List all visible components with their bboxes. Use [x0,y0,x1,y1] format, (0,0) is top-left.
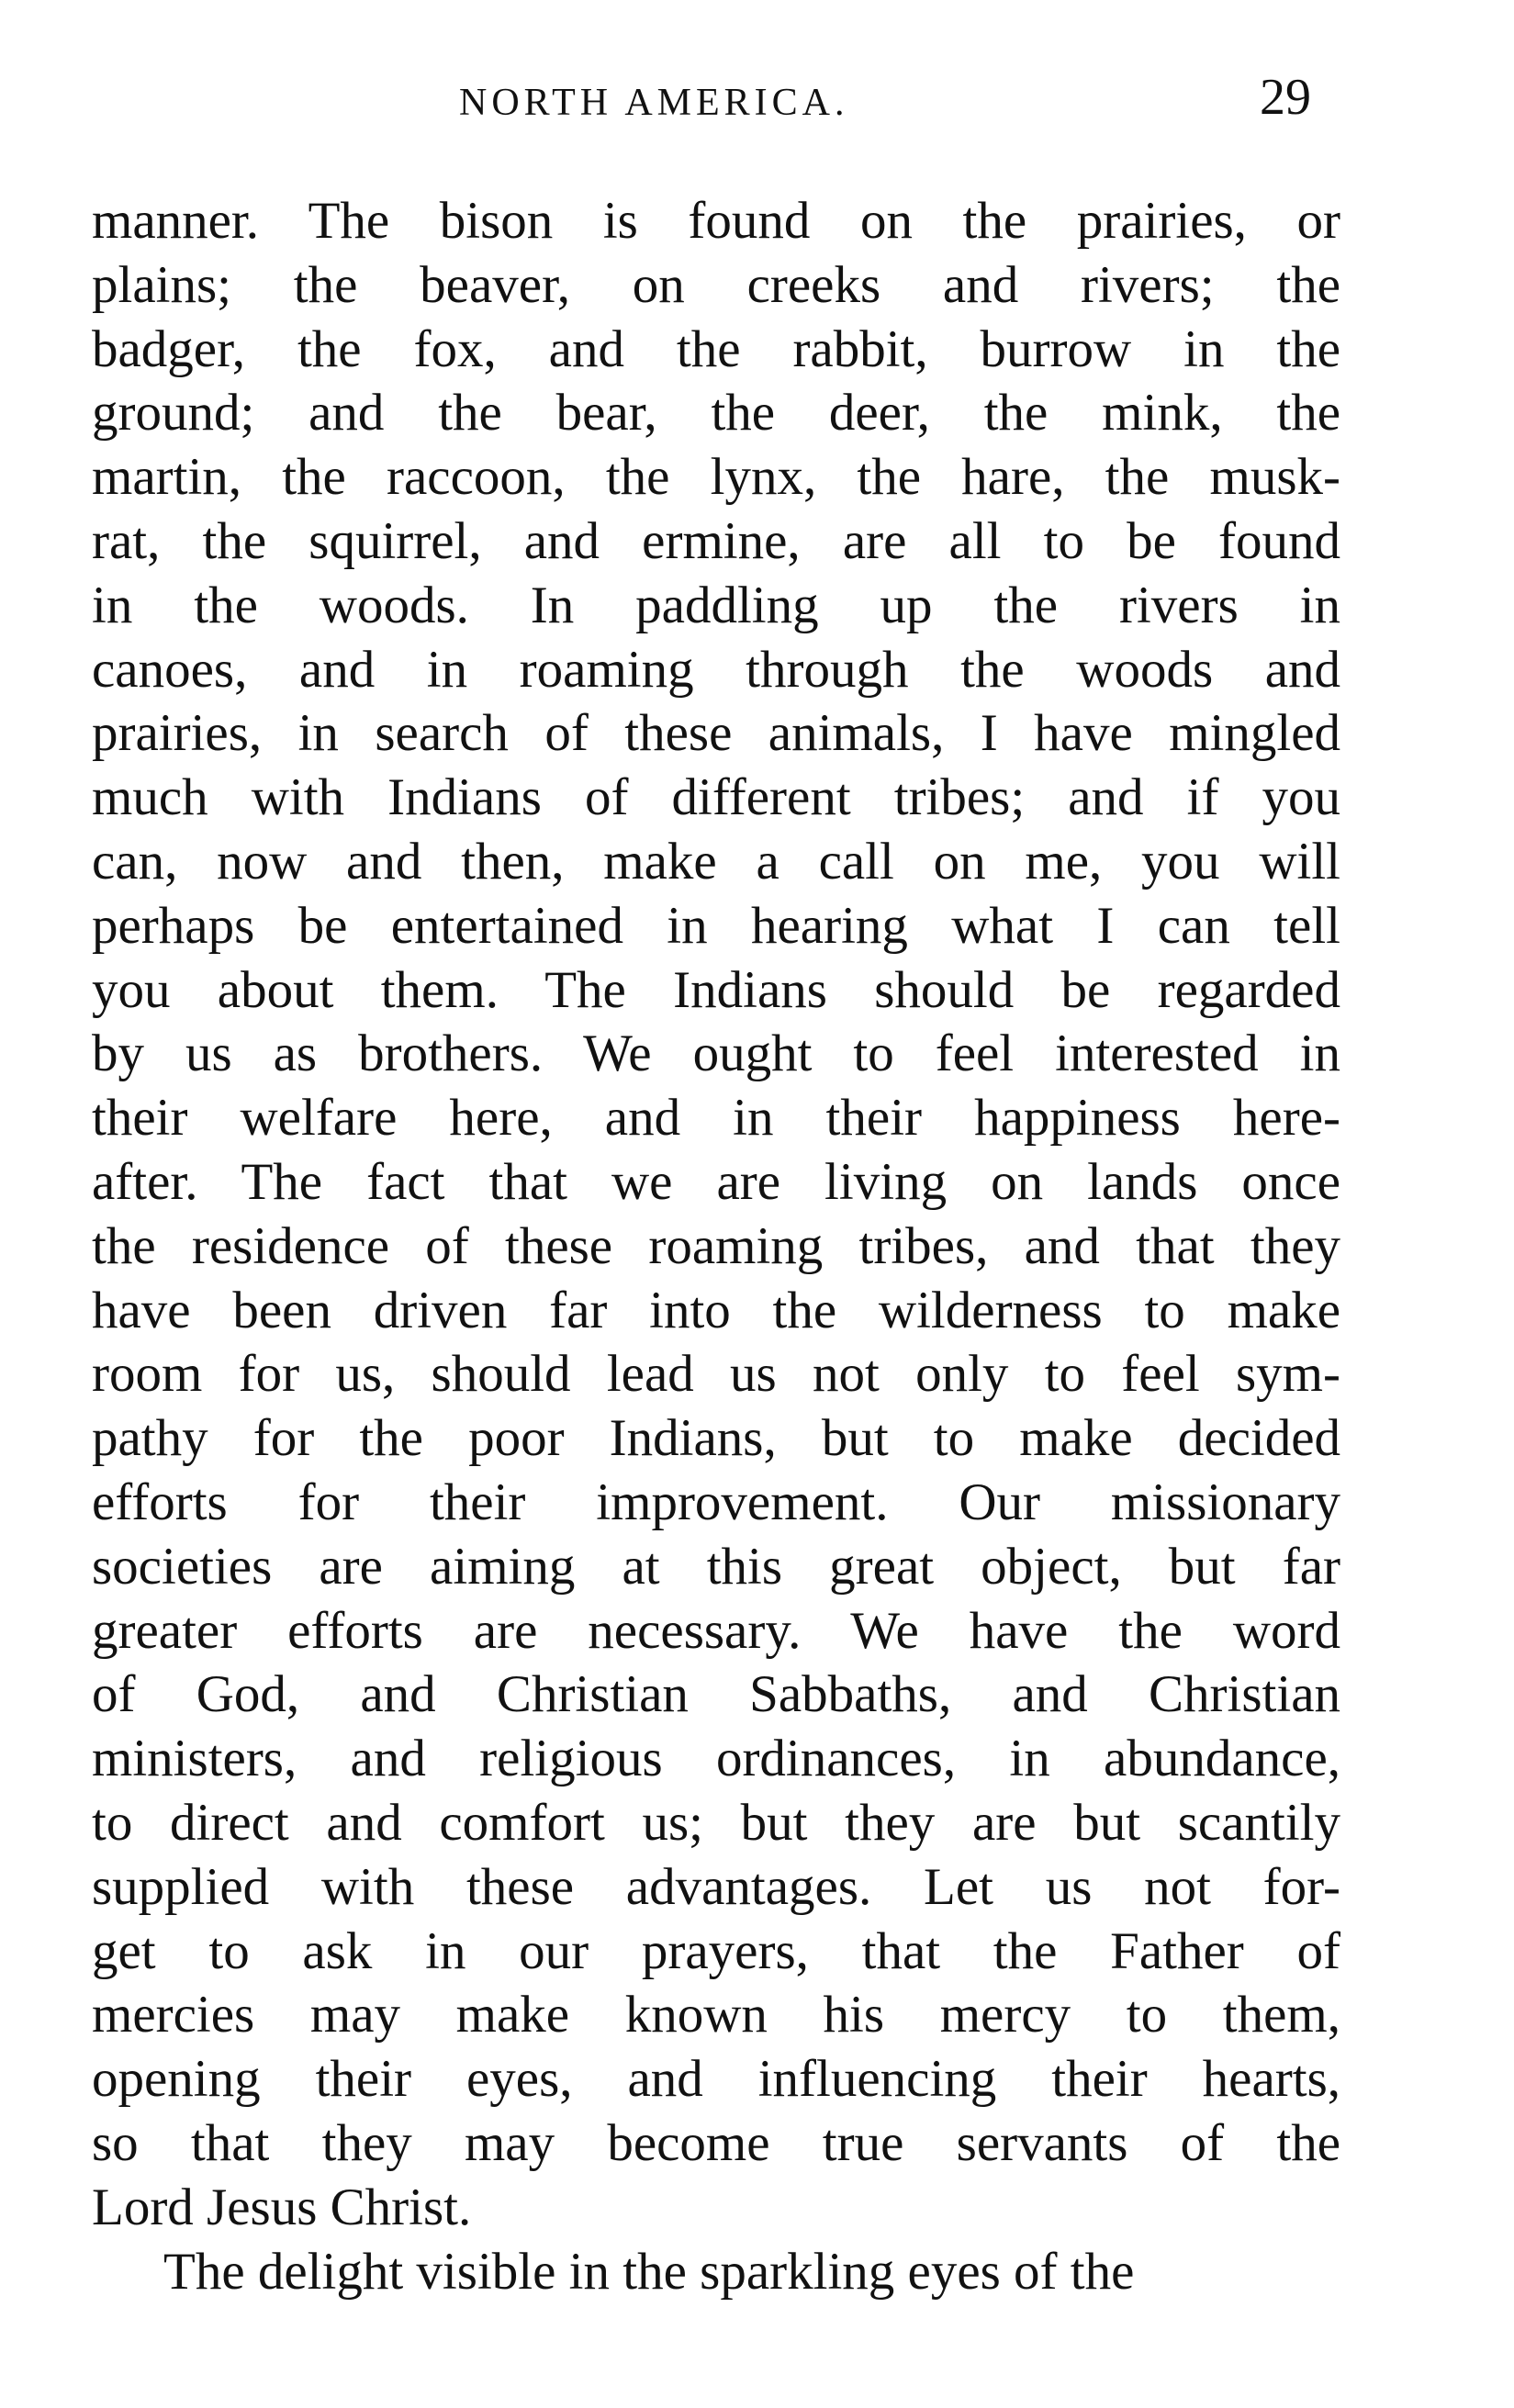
text-line: to direct and comfort us; but they are but scantily [92,1793,1340,1852]
text-line: mercies may make known his mercy to them, [92,1986,1340,2044]
text-line: so that they may become true servants of the [92,2113,1340,2172]
text-line: you about them. The Indians should be regarded [92,960,1340,1019]
text-line: greater efforts are necessary. We have the word [92,1601,1340,1660]
body-text [92,189,1340,2303]
text-line: perhaps be entertained in hearing what I can tell [92,896,1340,955]
text-line: ministers, and religious ordinances, in abundance, [92,1730,1340,1788]
next-paragraph-line: The delight visible in the sparkling eyes of the [163,2242,1135,2301]
running-head: NORTH AMERICA. [459,82,849,124]
text-line: efforts for their improvement. Our missionary [92,1473,1340,1531]
text-line: room for us, should lead us not only to feel sym- [92,1345,1340,1404]
text-line: prairies, in search of these animals, I have mingled [92,704,1340,763]
text-line: after. The fact that we are living on lands once [92,1152,1340,1211]
text-line: martin, the raccoon, the lynx, the hare, the musk- [92,448,1340,507]
text-line: canoes, and in roaming through the woods and [92,640,1340,699]
page-number: 29 [1260,69,1311,126]
text-line: supplied with these advantages. Let us not for- [92,1857,1340,1916]
text-line: plains; the beaver, on creeks and rivers; the [92,255,1340,314]
text-line: opening their eyes, and influencing their hearts, [92,2050,1340,2109]
text-line: of God, and Christian Sabbaths, and Christian [92,1665,1340,1724]
text-line: societies are aiming at this great object, but far [92,1537,1340,1596]
text-line: by us as brothers. We ought to feel interested in [92,1025,1340,1083]
text-line: have been driven far into the wilderness to make [92,1281,1340,1339]
text-line: badger, the fox, and the rabbit, burrow in the [92,319,1340,378]
text-line: can, now and then, make a call on me, you will [92,832,1340,890]
text-line: their welfare here, and in their happiness here- [92,1089,1340,1148]
text-line: much with Indians of different tribes; and if you [92,768,1340,827]
text-line: manner. The bison is found on the prairies, or [92,192,1340,250]
text-line: the residence of these roaming tribes, and that they [92,1216,1340,1275]
text-line: rat, the squirrel, and ermine, are all to be found [92,511,1340,570]
paragraph-last-line: Lord Jesus Christ. [92,2178,472,2236]
text-line: pathy for the poor Indians, but to make decided [92,1409,1340,1468]
text-line: in the woods. In paddling up the rivers in [92,576,1340,634]
text-line: get to ask in our prayers, that the Father of [92,1921,1340,1980]
text-line: ground; and the bear, the deer, the mink, the [92,384,1340,442]
